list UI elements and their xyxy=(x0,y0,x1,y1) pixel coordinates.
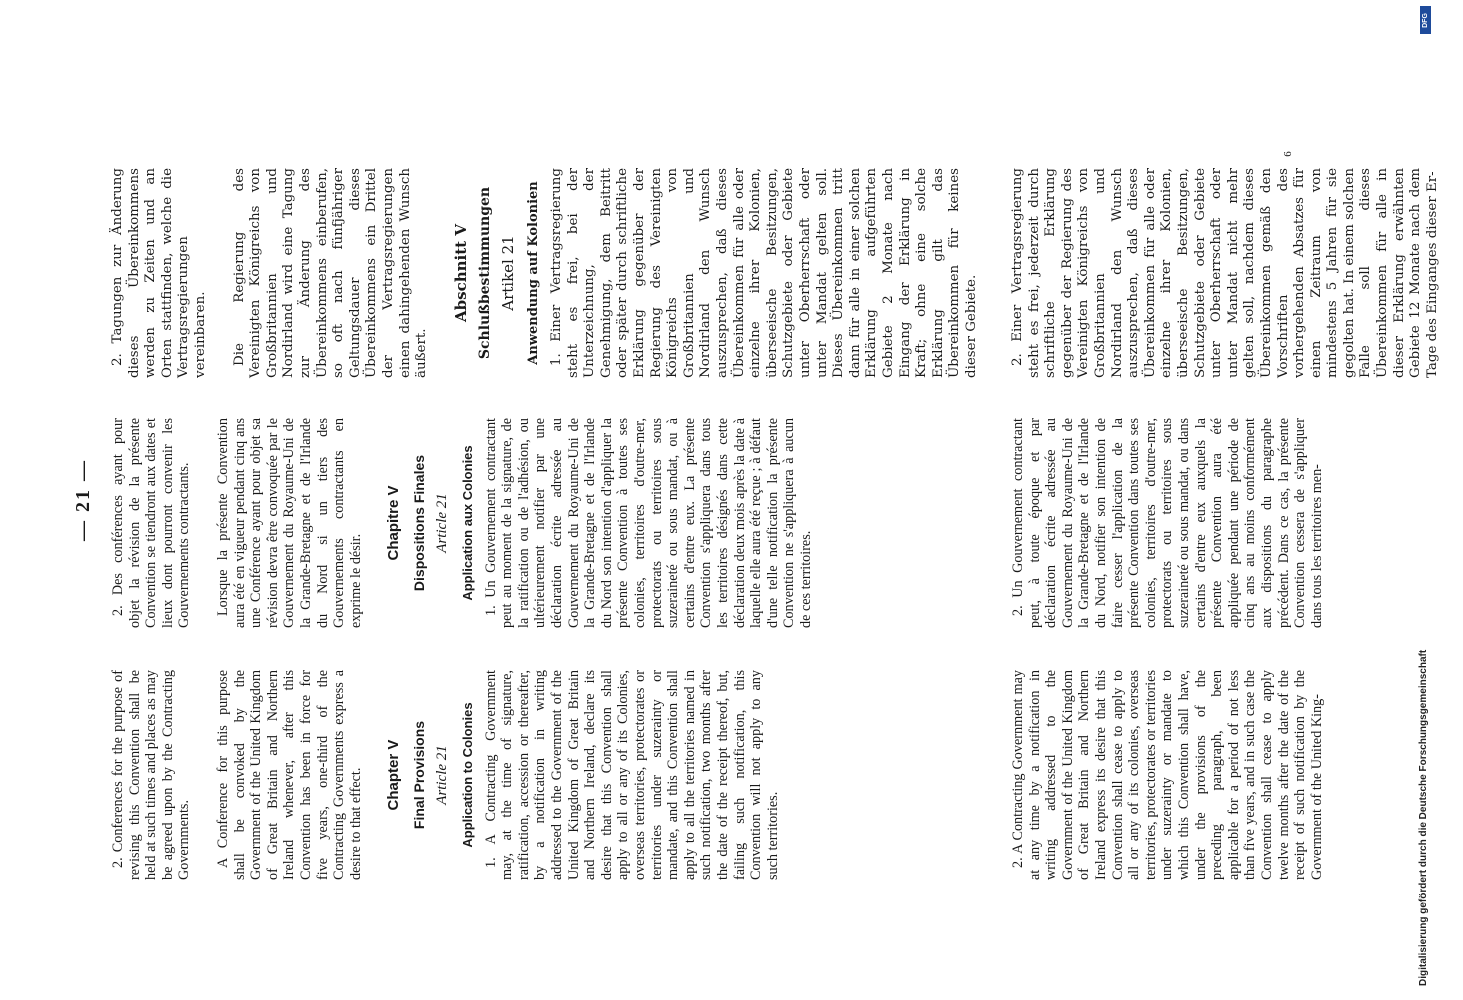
page-number: — 21 — xyxy=(72,459,94,541)
english-column-top xyxy=(110,670,803,880)
french-column-bottom xyxy=(1010,418,1347,628)
english-article: Article 21 xyxy=(433,745,450,805)
dfg-logo-text: DFG xyxy=(1422,12,1429,28)
french-chapter-heading xyxy=(386,418,476,628)
french-chapter: Chapitre V xyxy=(385,485,403,561)
english-chapter: Chapter V xyxy=(385,739,403,811)
dfg-logo-icon xyxy=(1420,6,1431,34)
french-article-heading: Application aux Colonies xyxy=(460,445,476,601)
german-para-application: 1. Einer Vertragsregierung steht es frei, bei der Unterzeichnung, der Genehmigung, dem Beitritt oder später durch schriftliche Erklärung gegenüber der Regierung des Vereinigten Königreichs von Großbritannien und Nordirland den Wunsch auszusprechen, daß dieses Übereinkommen für alle oder einzelne ihrer Kolonien, überseeische Besitzungen, Schutzgebiete oder Gebiete unter Oberherrschaft oder unter Mandat gelten soll. Dieses Übereinkommen tritt dann für alle in einer solchen Erklärung aufgeführten Gebiete 2 Monate nach Eingang der Erklärung in Kraft; ohne eine solche Erklärung gilt das Übereinkommen für keines dieser Gebiete. xyxy=(549,168,979,378)
german-para-cessation: 2. Einer Vertragsregierung steht es frei, jederzeit durch schriftliche Erklärung gegenüber der Regierung des Vereinigten Königreichs von Großbritannien und Nordirland den Wunsch auszusprechen, daß dieses Übereinkommen für alle oder einzelne ihrer Kolonien, überseeische Besitzungen, Schutzgebiete oder Gebiete unter Oberherrschaft oder unter Mandat nicht mehr gelten soll, nachdem dieses Übereinkommen gemäß den Vorschriften des vorhergehenden Absatzes für einen Zeitraum von mindestens 5 Jahren für sie gegolten hat. In einem solchen Falle soll dieses Übereinkommen für alle in dieser Erklärung erwähnten Gebiete 12 Monate nach dem Tage des Einganges dieser Er- xyxy=(1010,168,1440,378)
sheet-number: 6 xyxy=(1282,151,1294,157)
english-para-application: 1. A Contracting Government may, at the time of signature, ratification, accession or thereafter, by a notification in writing addressed to the Government of the United Kingdom of Great Britain and Northern Ireland, declare its desire that this Convention shall apply to all or any of its Colonies, overseas territories, protectorates or territories under suzerainty or mandate, and this Convention shall apply to all the territories named in such notification, two months after the date of the receipt thereof, but, failing such notification, this Convention will not apply to any such territories. xyxy=(482,670,781,880)
german-para-revision: 2. Tagungen zur Änderung dieses Übereinkommens werden zu Zeiten und an Orten stattfinden, welche die Vertragsregierungen vereinbaren. xyxy=(110,168,208,378)
german-para-conference: Die Regierung des Vereinigten Königreichs von Großbritannien und Nordirland wird eine Tagung zur Änderung des Übereinkommens einberufen, so oft nach fünfjähriger Geltungsdauer dieses Übereinkommens ein Drittel der Vertragsregierungen einen dahingehenden Wunsch äußert. xyxy=(231,168,430,378)
german-column-top xyxy=(110,168,1003,378)
english-para-revision: 2. Conferences for the purpose of revising this Convention shall be held at such times and places as may be agreed upon by the Contracting Governments. xyxy=(110,670,193,880)
english-chapter-title: Final Provisions xyxy=(410,720,427,830)
french-article: Article 21 xyxy=(433,493,450,553)
german-chapter-heading xyxy=(453,168,543,378)
french-para-revision: 2. Des conférences ayant pour objet la révision de la présente Convention se tiendront aux dates et lieux dont pourront convenir les Gouvernements contractants. xyxy=(110,418,193,628)
french-para-cessation: 2. Un Gouvernement contractant peut, à toute époque et par déclaration écrite adressée au Gouvernement du Royaume-Uni de la Grande-Bretagne et de l'Irlande du Nord, notifier son intention de faire cesser l'application de la présente Convention dans toutes ses colonies, territoires d'outre-mer, protectorats ou territoires sous suzeraineté ou sous mandat, ou dans certains d'entre eux auxquels la présente Convention aura été appliquée pendant une période de cinq ans au moins conformément aux dispositions du paragraphe précédent. Dans ce cas, la présente Convention cessera de s'appliquer dans tous les territoires men- xyxy=(1010,418,1325,628)
english-chapter-heading xyxy=(386,670,476,880)
english-para-cessation: 2. A Contracting Government may at any time by a notification in writing addressed to the Government of the United Kingdom of Great Britain and Northern Ireland express its desire that this Convention shall cease to apply to all or any of its colonies, overseas territories, protectorates or territories under suzerainty or mandate to which this Convention shall have, under the provisions of the preceding paragraph, been applicable for a period of not less than five years, and in such case the Convention shall cease to apply twelve months after the date of the receipt of such notification by the Government of the United King- xyxy=(1010,670,1325,880)
german-article-heading: Anwendung auf Kolonien xyxy=(526,181,542,365)
french-para-application: 1. Un Gouvernement contractant peut au moment de la signature, de la ratification ou de l'adhésion, ou ultérieurement notifier par une déclaration écrite adressée au Gouvernement du Royaume-Uni de la Grande-Bretagne et de l'Irlande du Nord son intention d'appliquer la présente Convention à toutes ses colonies, territoires d'outre-mer, protectorats ou territoires sous suzeraineté ou sous mandat, ou à certains d'entre eux. La présente Convention s'appliquera dans tous les territoires désignés dans cette déclaration deux mois après la date à laquelle elle aura été reçue ; à défaut d'une telle notification la présente Convention ne s'appliquera à aucun de ces territoires. xyxy=(482,418,814,628)
digitization-credit: Digitalisierung gefördert durch die Deutsche Forschungsgemeinschaft xyxy=(1418,649,1429,986)
german-chapter: Abschnitt V xyxy=(451,224,470,322)
german-column-bottom xyxy=(1010,168,1463,378)
german-chapter-title: Schlußbestimmungen xyxy=(477,186,494,360)
english-article-heading: Application to Colonies xyxy=(460,702,476,848)
german-article: Artikel 21 xyxy=(498,235,517,311)
french-para-conference: Lorsque la présente Convention aura été en vigueur pendant cinq ans une Conférence ayant pour objet sa révision devra être convoquée par le Gouvernement du Royaume-Uni de la Grande-Bretagne et de l'Irlande du Nord si un tiers des Gouvernements contractants en exprime le désir. xyxy=(214,418,364,628)
french-chapter-title: Dispositions Finales xyxy=(410,454,427,592)
french-column-top xyxy=(110,418,837,628)
english-para-conference: A Conference for this purpose shall be convoked by the Government of the United Kingdom of Great Britain and Northern Ireland whenever, after this Convention has been in force for five years, one-third of the Contracting Governments express a desire to that effect. xyxy=(214,670,364,880)
english-column-bottom xyxy=(1010,670,1347,880)
